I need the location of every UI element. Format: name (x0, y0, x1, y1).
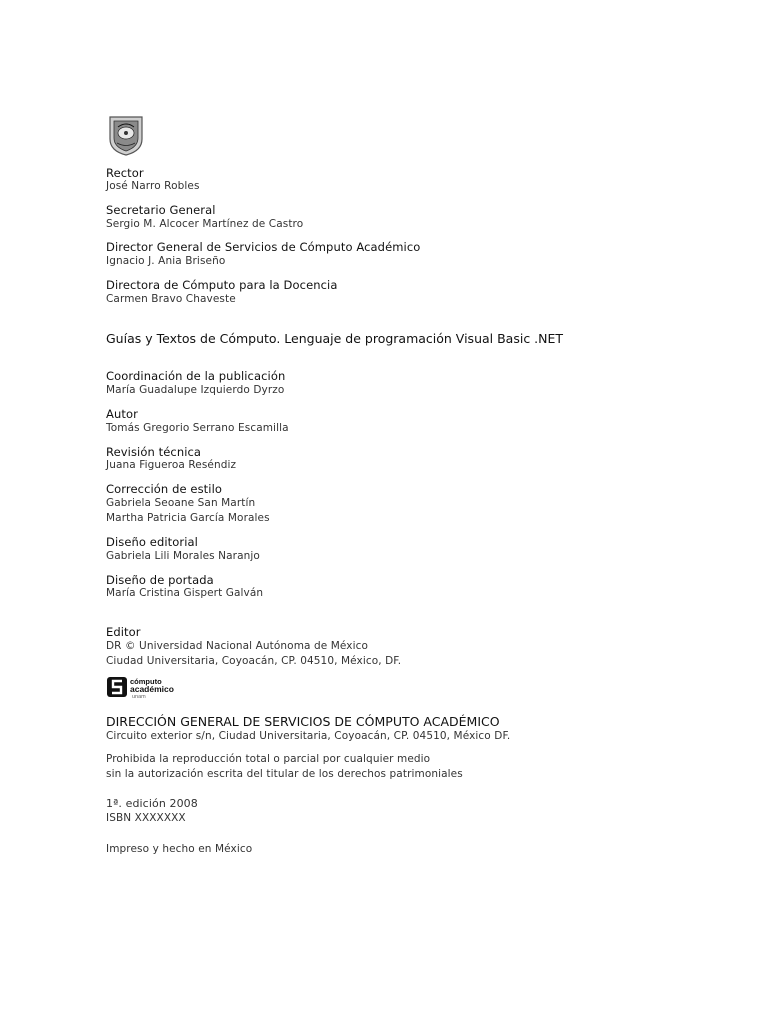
role-title-rector: Rector (106, 166, 144, 180)
editor-line-1: DR © Universidad Nacional Autónoma de México (106, 640, 369, 652)
unam-seal-logo (106, 113, 146, 157)
credit-name-autor: Tomás Gregorio Serrano Escamilla (106, 422, 289, 434)
credit-title-coordinacion: Coordinación de la publicación (106, 369, 286, 383)
prohibition-line-2: sin la autorización escrita del titular de los derechos patrimoniales (106, 768, 463, 780)
credit-title-correccion: Corrección de estilo (106, 482, 222, 496)
credit-name-correccion-2: Martha Patricia García Morales (106, 512, 270, 524)
editor-line-2: Ciudad Universitaria, Coyoacán, CP. 04510, México, DF. (106, 655, 402, 667)
editor-title: Editor (106, 625, 141, 639)
credit-title-diseno-editorial: Diseño editorial (106, 535, 198, 549)
edition-line: 1ª. edición 2008 (106, 797, 198, 810)
role-title-directora: Directora de Cómputo para la Docencia (106, 278, 338, 292)
role-title-secretario: Secretario General (106, 203, 216, 217)
credit-name-diseno-portada: María Cristina Gispert Galván (106, 587, 264, 599)
role-title-director: Director General de Servicios de Cómputo Académico (106, 240, 421, 254)
role-name-directora: Carmen Bravo Chaveste (106, 293, 236, 305)
credit-name-correccion-1: Gabriela Seoane San Martín (106, 497, 256, 509)
printed-line: Impreso y hecho en México (106, 843, 253, 855)
credit-title-revision: Revisión técnica (106, 445, 202, 459)
role-name-director: Ignacio J. Ania Briseño (106, 255, 226, 267)
logo-text-academico: académico (130, 684, 174, 694)
logo-text-unam: unam (132, 694, 146, 699)
isbn-line: ISBN XXXXXXX (106, 812, 186, 824)
logo-text-computo: cómputo (130, 677, 162, 686)
computo-academico-logo (106, 675, 188, 699)
dgsca-name: DIRECCIÓN GENERAL DE SERVICIOS DE CÓMPUTO ACADÉMICO (106, 714, 500, 729)
credit-name-diseno-editorial: Gabriela Lili Morales Naranjo (106, 550, 260, 562)
dgsca-address: Circuito exterior s/n, Ciudad Universitaria, Coyoacán, CP. 04510, México DF. (106, 730, 511, 742)
prohibition-line-1: Prohibida la reproducción total o parcial por cualquier medio (106, 753, 431, 765)
book-title: Guías y Textos de Cómputo. Lenguaje de programación Visual Basic .NET (106, 331, 564, 346)
credit-title-autor: Autor (106, 407, 138, 421)
credit-name-coordinacion: María Guadalupe Izquierdo Dyrzo (106, 384, 285, 396)
role-name-secretario: Sergio M. Alcocer Martínez de Castro (106, 218, 304, 230)
role-name-rector: José Narro Robles (106, 180, 200, 192)
credit-name-revision: Juana Figueroa Reséndiz (106, 459, 237, 471)
credit-title-diseno-portada: Diseño de portada (106, 573, 214, 587)
